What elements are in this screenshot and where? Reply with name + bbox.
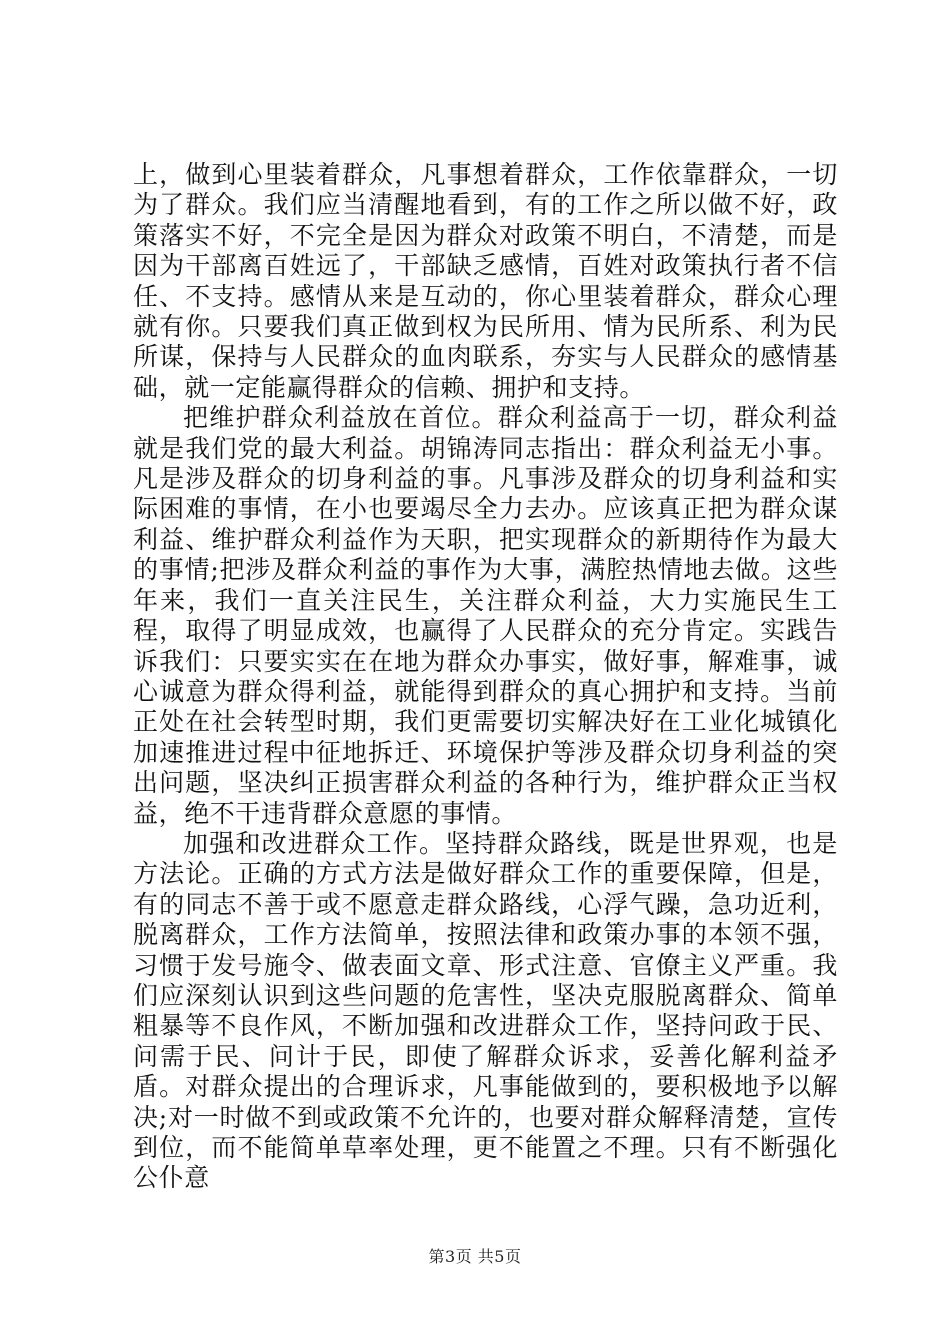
- paragraph-1: 上，做到心里装着群众，凡事想着群众，工作依靠群众，一切为了群众。我们应当清醒地看到，有的工作之所以做不好，政策落实不好，不完全是因为群众对政策不明白，不清楚，而是因为干部离百姓远了，干部缺乏感情，百姓对政策执行者不信任、不支持。感情从来是互动的，你心里装着群众，群众心理就有你。只要我们真正做到权为民所用、情为民所系、利为民所谋，保持与人民群众的血肉联系，夯实与人民群众的感情基础，就一定能赢得群众的信赖、拥护和支持。: [133, 160, 838, 402]
- paragraph-3: 加强和改进群众工作。坚持群众路线，既是世界观，也是方法论。正确的方式方法是做好群众工作的重要保障，但是，有的同志不善于或不愿意走群众路线，心浮气躁，急功近利，脱离群众，工作方法简单，按照法律和政策办事的本领不强，习惯于发号施令、做表面文章、形式注意、官僚主义严重。我们应深刻认识到这些问题的危害性，坚决克服脱离群众、简单粗暴等不良作风，不断加强和改进群众工作，坚持问政于民、问需于民、问计于民，即使了解群众诉求，妥善化解利益矛盾。对群众提出的合理诉求，凡事能做到的，要积极地予以解决;对一时做不到或政策不允许的，也要对群众解释清楚，宣传到位，而不能简单草率处理，更不能置之不理。只有不断强化公仆意: [133, 828, 838, 1193]
- document-body: [133, 160, 838, 1194]
- paragraph-2: 把维护群众利益放在首位。群众利益高于一切，群众利益就是我们党的最大利益。胡锦涛同志指出：群众利益无小事。凡是涉及群众的切身利益的事。凡事涉及群众的切身利益和实际困难的事情，在小也要竭尽全力去办。应该真正把为群众谋利益、维护群众利益作为天职，把实现群众的新期待作为最大的事情;把涉及群众利益的事作为大事，满腔热情地去做。这些年来，我们一直关注民生，关注群众利益，大力实施民生工程，取得了明显成效，也赢得了人民群众的充分肯定。实践告诉我们：只要实实在在地为群众办事实，做好事，解难事，诚心诚意为群众得利益，就能得到群众的真心拥护和支持。当前正处在社会转型时期，我们更需要切实解决好在工业化城镇化加速推进过程中征地拆迁、环境保护等涉及群众切身利益的突出问题，坚决纠正损害群众利益的各种行为，维护群众正当权益，绝不干违背群众意愿的事情。: [133, 403, 838, 828]
- page-footer: 第3页 共5页: [428, 1247, 522, 1266]
